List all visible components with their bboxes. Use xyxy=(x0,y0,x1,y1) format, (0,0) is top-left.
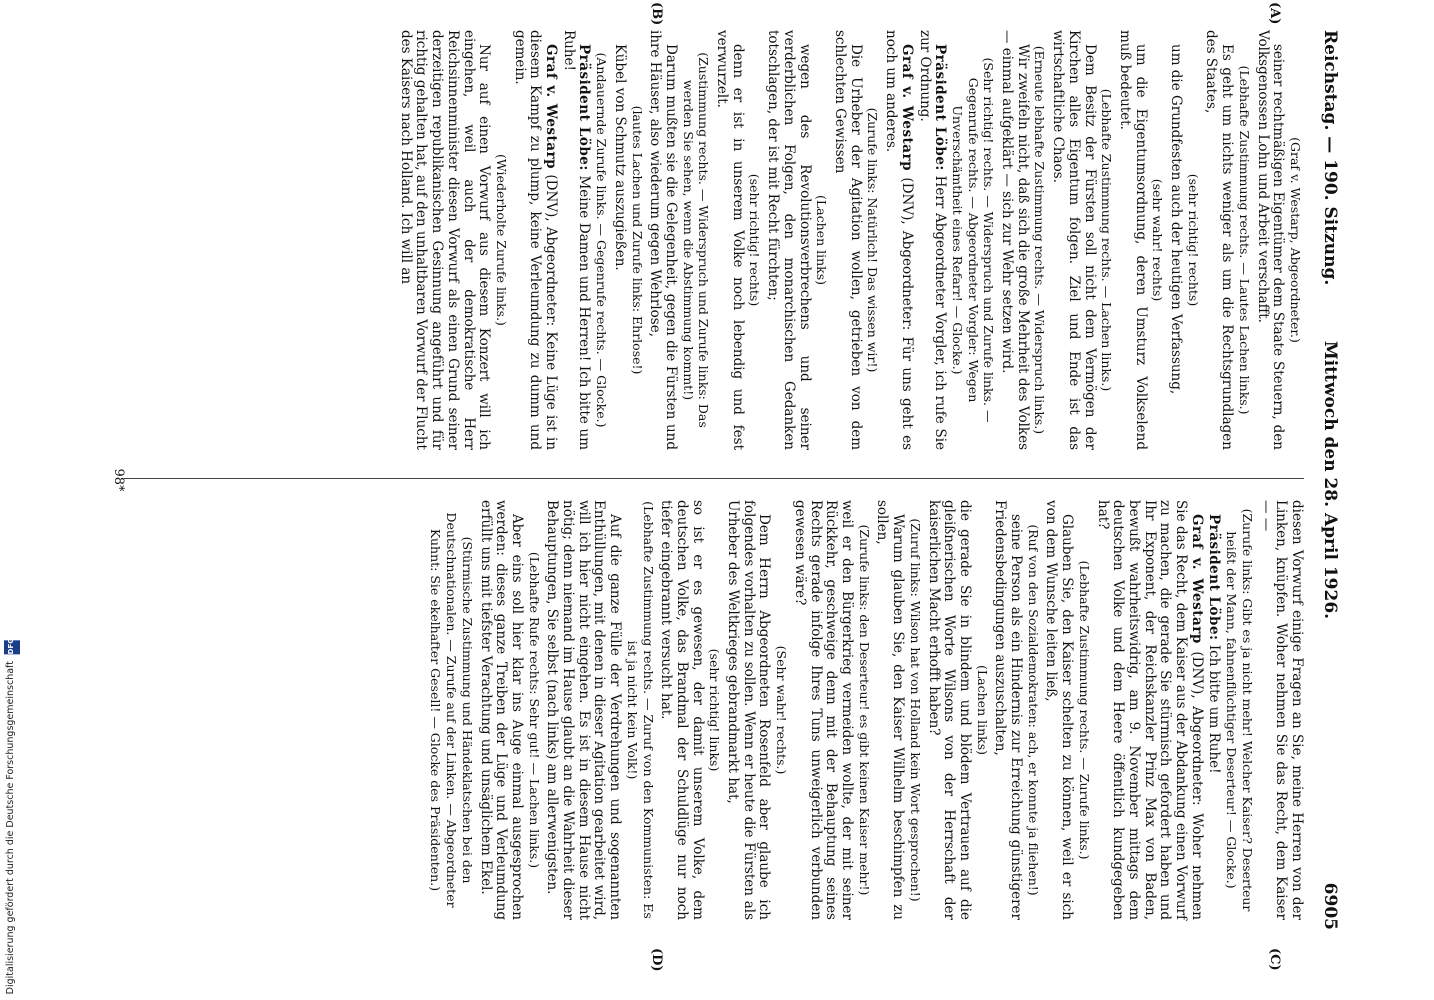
stage-direction: (lautes Lachen und Zurufe links: Ehrlose!) xyxy=(629,105,645,375)
paragraph-text: um die Grundfesten auch der heutigen Verfassung, xyxy=(1168,44,1185,395)
speech-paragraph xyxy=(1167,30,1183,450)
speaker-name: Graf v. Westarp xyxy=(543,44,560,170)
speech-paragraph xyxy=(658,500,705,920)
speech-paragraph xyxy=(724,500,771,920)
speech-paragraph xyxy=(477,500,524,920)
stage-direction: (Stürmische Zustimmung und Händeklatschen bei den Deutschnationalen. — Zurufe auf der Linken. — Abgeordneter Kuhnt: Sie ekelhafter Gesell! — Glocke des Präsidenten.) xyxy=(428,512,475,908)
paragraph-text: Kübel von Schmutz auszugießen. xyxy=(611,44,628,271)
speech-paragraph xyxy=(998,30,1029,450)
speaker-name: Präsident Löbe: xyxy=(1206,514,1223,641)
speech-paragraph xyxy=(882,30,913,450)
paragraph-text: weil er den Bürgerkrieg vermeiden wollte, der mit seiner Rückkehr, geschweige denn mit der Behauptung seines Rechts gerade infolge Ihres Tuns unweigerlich verbunden gewesen wäre? xyxy=(791,500,856,920)
paragraph-text: Aber eins soll hier klar ins Auge einmal ausgesprochen werden: dieses ganze Treiben der Lüge und Verleumdung erfüllt uns mit tiefster Verachtung und unsäglichem Ekel. xyxy=(477,500,525,920)
stage-direction: (Lachen links) xyxy=(814,194,830,285)
paragraph-text: Warum glauben Sie, den Kaiser Wilhelm beschimpfen zu sollen, xyxy=(874,500,907,920)
stage-direction: (Sehr richtig! rechts. — Widerspruch und Zurufe links. — Gegenrufe rechts. — Abgeordneter Vorgler: Wegen Unverschämtheit eines Refarr! — Glocke.) xyxy=(949,57,997,423)
paragraph-text: Die Urheber der Agitation wollen, getrieben von dem schlechten Gewissen xyxy=(832,30,864,450)
stage-direction: (Zurufe links: den Deserteur! es gibt keinen Kaiser mehr!) xyxy=(856,524,872,896)
speaker-name: Graf v. Westarp xyxy=(898,44,915,172)
paragraph-text: Es geht um nichts weniger als um die Rechtsgrundlagen des Staates, xyxy=(1203,30,1236,450)
speech-paragraph xyxy=(1257,500,1304,920)
speaker-name: Graf v. Westarp xyxy=(1188,514,1205,644)
margin-mark-d: (D) xyxy=(649,948,664,972)
speech-paragraph xyxy=(560,30,591,450)
paragraph-text: Ich bitte um Ruhe! xyxy=(1206,644,1223,774)
speech-paragraph xyxy=(1094,500,1204,920)
header-session: Reichstag. — 190. Sitzung. xyxy=(1320,30,1340,286)
credit-text: Digitalisierung gefördert durch die Deutsche Forschungsgemeinschaft xyxy=(5,660,16,994)
speech-paragraph xyxy=(647,30,678,450)
stage-direction: (Lebhafte Zustimmung rechts. — Lautes Lachen links.) xyxy=(1236,65,1252,415)
paragraph-text: die gerade Sie in blindem und blödem Vertrauen auf die gleißnerischen Worte Wilsons von der Herrschaft der kaiserlichen Macht erhofft haben? xyxy=(925,500,973,920)
stage-direction: (sehr richtig! links) xyxy=(707,648,723,772)
margin-mark-a: (A) xyxy=(1267,2,1282,25)
stage-direction: (Zurufe links: Natürlich! Das wissen wir!) xyxy=(865,107,881,373)
paragraph-text: seine Person als ein Hindernis zur Erreichung günstigerer Friedensbedingungen auszuschalten, xyxy=(992,500,1025,920)
speaker-name: Präsident Löbe: xyxy=(932,44,949,171)
speech-paragraph xyxy=(925,500,972,920)
paragraph-text: Nur auf einen Vorwurf aus diesem Konzert will ich eingehen, weil auch der demokratische Herr Reichsinnenminister diesen Vorwurf als einen Grund seiner derzeitigen republikanischen Gesinnung angeführt und für richtig gehalten hat, auf den unhaltbaren Vorwurf der Flucht des Kaisers nach Holland. Ich will an xyxy=(397,30,493,450)
paragraph-text: Dem Besitz der Fürsten soll nicht dem Vermögen der Kirchen alles Eigentum folgen. Ziel und Ende ist das wirtschaftliche Chaos. xyxy=(1050,30,1098,450)
speech-paragraph xyxy=(1049,30,1096,450)
header-date: Mittwoch den 28. April 1926. xyxy=(1320,340,1340,620)
speech-paragraph xyxy=(511,30,558,450)
dfg-logo-icon: DFG xyxy=(4,640,20,654)
speech-paragraph xyxy=(544,500,623,920)
speech-paragraph xyxy=(791,500,854,920)
speech-paragraph xyxy=(1043,500,1074,920)
paragraph-text: (DNV), Abgeordneter: Für uns geht es noch um anderes. xyxy=(883,30,915,451)
margin-mark-b: (B) xyxy=(649,2,664,26)
speech-paragraph xyxy=(831,30,862,450)
document-page xyxy=(111,2,1344,972)
stage-direction: (Zustimmung rechts. — Widerspruch und Zurufe links: Das werden Sie sehen, wenn die Abstimmung kommt!) xyxy=(680,52,712,428)
stage-direction: (sehr richtig! rechts) xyxy=(1185,173,1201,307)
speech-paragraph xyxy=(713,30,744,450)
paragraph-text: Glauben Sie, den Kaiser schelten zu können, weil er sich von dem Wunsche leiten ließ, xyxy=(1043,500,1076,920)
paragraph-text: um die Eigentumsordnung, deren Umsturz Volkselend muß bedeutet. xyxy=(1116,30,1149,450)
column-divider xyxy=(124,478,1304,479)
paragraph-text: wegen des Revolutionsverbrechens und seiner verderblichen Folgen, den monarchischen Gedanken totschlagen, der ist mit Recht fürchten; xyxy=(765,30,813,450)
speech-paragraph xyxy=(1206,500,1222,920)
paragraph-text: Herr Abgeordneter Vorgler, ich rufe Sie zur Ordnung. xyxy=(916,30,949,451)
margin-mark-c: (C) xyxy=(1267,948,1282,971)
stage-direction: (Lachen links) xyxy=(974,664,990,755)
paragraph-text: (DNV), Abgeordneter: Woher nehmen Sie das Recht, dem Kaiser aus der Abdankung einen Vorwurf zu machen, die gerade Sie stürmisch gefordert haben und Ihr Exponent, der Reichskanzler Prinz Max von Baden, bewußt wahrheitswidrig, am 9. November mittags dem deutschen Volke und dem Heere öffentlich kundgegeben hat? xyxy=(1094,500,1205,920)
stage-direction: (Zurufe links: Gibt es ja nicht mehr! Welcher Kaiser? Deserteur heißt der Mann, fahnenflüchtiger Deserteur! — Glocke.) xyxy=(1224,508,1255,912)
paragraph-text: Meine Damen und Herren! Ich bitte um Ruhe! xyxy=(560,30,593,451)
paragraph-text: Auf die ganze Fülle der Verdrehungen und sogenannten Enthüllungen, mit denen in dieser Agitation gearbeitet wird, will ich hier nicht eingehen. Es ist in diesem Hause nicht nötig; denn niemand im Hause glaubt an die Wahrheit dieser Behauptungen, Sie selbst (nach links) am allerwenigsten. xyxy=(544,500,624,920)
speech-paragraph xyxy=(765,30,812,450)
stage-direction: (Andauernde Zurufe links. — Gegenrufe rechts. — Glocke.) xyxy=(594,52,610,428)
stage-direction: (Erneute lebhafte Zustimmung rechts. — Widerspruch links.) xyxy=(1032,45,1048,435)
paragraph-text: Darum mußten sie die Gelegenheit, gegen die Fürsten und ihre Häuser, also wiederum gegen Wehrlose, xyxy=(647,30,679,450)
paragraph-text: (DNV), Abgeordneter: Keine Lüge ist in diesem Kampf zu plump, keine Verleumdung zu dumm und gemein. xyxy=(511,30,560,451)
digitization-credit xyxy=(4,637,20,994)
paragraph-text: Dem Herrn Abgeordneten Rosenfeld aber glaube ich folgendes vorhalten zu sollen. Wenn er heute die Fürsten als Urheber des Weltkrieges gebrandmarkt hat, xyxy=(725,500,773,920)
stage-direction: (Graf v. Westarp, Abgeordneter.) xyxy=(1288,137,1303,343)
stage-direction: (Lebhafte Rufe rechts: Sehr gut! — Lachen links.) xyxy=(526,551,542,869)
stage-direction: (Lebhafte Zustimmung rechts. — Zuruf von den Kommunisten: Es ist ja nicht kein Volk!) xyxy=(624,501,656,919)
speech-paragraph xyxy=(992,500,1023,920)
running-header xyxy=(1314,30,1344,930)
paragraph-text: diesen Vorwurf einige Fragen an Sie, meine Herren von der Linken, knüpfen. Woher nehmen Sie das Recht, dem Kaiser — — xyxy=(1257,500,1305,920)
page-number: 6905 xyxy=(1320,882,1340,930)
paragraph-text: so ist er es gewesen, der damit unserem Volke, dem deutschen Volke, das Brandmal der Schuldlüge nur noch tiefer eingebrannt versucht hat. xyxy=(658,500,706,920)
speech-paragraph xyxy=(397,30,491,450)
stage-direction: (sehr wahr! rechts) xyxy=(1150,178,1166,302)
stage-direction: (Wiederholte Zurufe links.) xyxy=(493,154,509,326)
stage-direction: (Ruf von den Sozialdemokraten: ach, er konnte ja fliehen!) xyxy=(1025,524,1041,896)
speech-paragraph xyxy=(611,30,627,450)
stage-direction: (Lebhafte Zustimmung rechts. — Zurufe links.) xyxy=(1076,560,1092,860)
page-footer: 98* xyxy=(111,468,126,492)
paragraph-text: seiner rechtmäßigen Eigentümer dem Staate Steuern, den Volksgenossen Lohn und Arbeit verschafft. xyxy=(1254,30,1287,450)
speech-paragraph xyxy=(916,30,947,450)
speech-paragraph xyxy=(1203,30,1234,450)
paragraph-text: denn er ist in unserem Volke noch lebendig und fest verwurzelt. xyxy=(714,30,746,450)
paragraph-text: Wir zweifeln nicht, daß sich die große Mehrheit des Volkes — einmal aufgeklärt — sich zur Wehr setzen wird. xyxy=(999,30,1031,450)
stage-direction: (sehr richtig! rechts) xyxy=(747,173,763,307)
speaker-name: Präsident Löbe: xyxy=(576,44,593,171)
right-column xyxy=(426,500,1304,920)
stage-direction: (Zuruf links: Wilson hat von Holland kein Wort gesprochen!) xyxy=(907,518,923,902)
speech-paragraph xyxy=(874,500,905,920)
speech-paragraph xyxy=(1254,30,1285,450)
left-column xyxy=(395,30,1304,450)
stage-direction: (Sehr wahr! rechts.) xyxy=(774,645,790,775)
stage-direction: (Lebhafte Zustimmung rechts. — Lachen links.) xyxy=(1099,88,1115,392)
speech-paragraph xyxy=(1116,30,1147,450)
